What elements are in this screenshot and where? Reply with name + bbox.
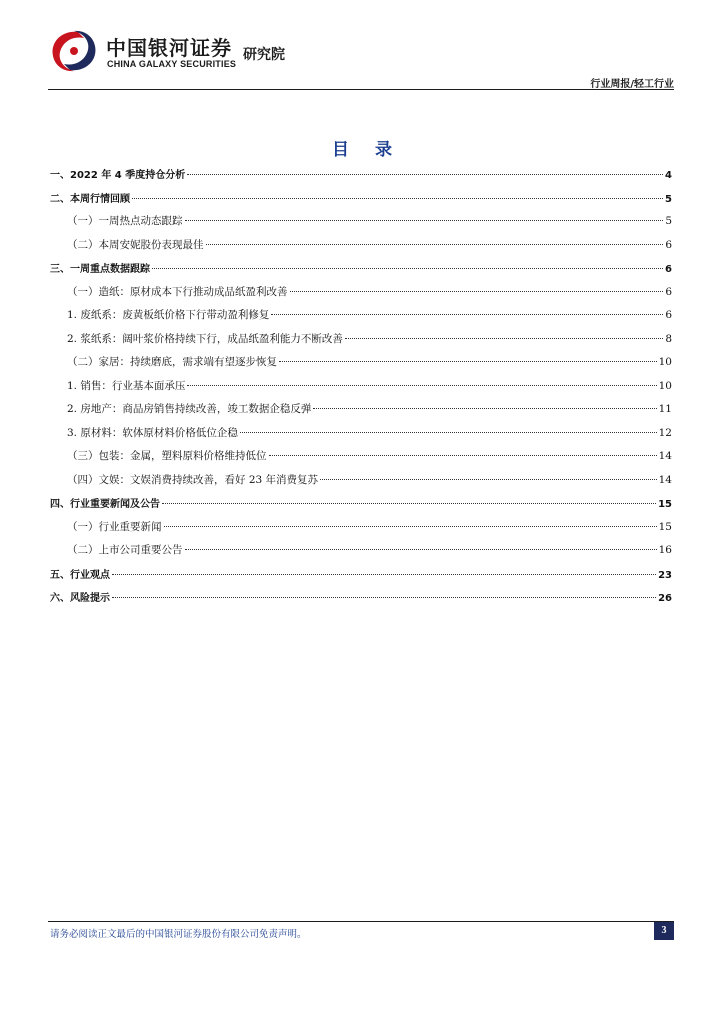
toc-entry-label: 二、本周行情回顾 <box>50 193 130 205</box>
toc-entry[interactable] <box>50 472 672 496</box>
toc-entry-page: 11 <box>658 403 672 415</box>
toc-dot-leader <box>187 385 656 386</box>
toc-entry[interactable] <box>50 495 672 519</box>
table-of-contents <box>50 166 672 613</box>
toc-entry[interactable] <box>50 519 672 543</box>
toc-entry-label: 五、行业观点 <box>50 569 110 581</box>
toc-entry-label: 三、一周重点数据跟踪 <box>50 264 150 275</box>
toc-entry-label: 四、行业重要新闻及公告 <box>50 499 160 510</box>
toc-entry[interactable] <box>50 448 672 472</box>
toc-entry[interactable] <box>50 331 672 355</box>
page-header <box>48 28 674 90</box>
toc-dot-leader <box>271 314 663 315</box>
toc-entry-page: 10 <box>658 356 672 368</box>
toc-entry[interactable] <box>50 589 672 613</box>
toc-dot-leader <box>187 174 663 175</box>
footer-divider <box>48 921 674 922</box>
toc-entry[interactable] <box>50 401 672 425</box>
toc-entry-label: 一、2022 年 4 季度持仓分析 <box>50 170 186 181</box>
toc-entry-page: 10 <box>658 379 672 392</box>
toc-entry[interactable] <box>50 307 672 331</box>
toc-dot-leader <box>185 220 664 221</box>
toc-entry-page: 6 <box>665 238 672 251</box>
toc-dot-leader <box>112 574 656 575</box>
toc-entry[interactable] <box>50 166 672 190</box>
toc-entry-page: 5 <box>665 215 672 227</box>
toc-dot-leader <box>240 432 657 433</box>
toc-entry-page: 5 <box>665 193 672 205</box>
company-name-en: CHINA GALAXY SECURITIES <box>107 59 237 69</box>
toc-entry-page: 16 <box>658 544 672 556</box>
toc-dot-leader <box>320 479 657 480</box>
toc-entry-page: 6 <box>665 285 672 298</box>
toc-entry[interactable] <box>50 566 672 590</box>
toc-entry[interactable] <box>50 542 672 566</box>
toc-dot-leader <box>206 244 664 245</box>
toc-entry-label: （四）文娱：文娱消费持续改善，看好 23 年消费复苏 <box>67 473 319 486</box>
toc-entry-page: 23 <box>658 569 672 581</box>
header-divider <box>48 89 674 90</box>
toc-entry-label: 六、风险提示 <box>50 593 110 604</box>
toc-entry-label: （一）造纸：原材成本下行推动成品纸盈利改善 <box>67 285 288 298</box>
toc-entry-label: （一）行业重要新闻 <box>67 520 162 533</box>
toc-entry-label: （一）一周热点动态跟踪 <box>67 215 183 227</box>
toc-entry-label: 2. 房地产：商品房销售持续改善，竣工数据企稳反弹 <box>67 403 312 415</box>
toc-entry-page: 6 <box>665 264 672 275</box>
toc-entry-label: （二）家居：持续磨底，需求端有望逐步恢复 <box>67 356 277 368</box>
toc-entry-label: （三）包装：金属，塑料原料价格维持低位 <box>67 450 267 462</box>
toc-entry[interactable] <box>50 425 672 449</box>
toc-title: 目 录 <box>332 140 402 160</box>
toc-entry-label: 2. 浆纸系：阔叶浆价格持续下行，成品纸盈利能力不断改善 <box>67 332 343 345</box>
toc-entry-label: 1. 废纸系：废黄板纸价格下行带动盈利修复 <box>67 309 270 321</box>
toc-dot-leader <box>345 338 663 339</box>
toc-entry-page: 15 <box>658 499 672 510</box>
toc-dot-leader <box>313 408 656 409</box>
toc-entry[interactable] <box>50 284 672 308</box>
toc-entry[interactable] <box>50 378 672 402</box>
toc-entry-label: 1. 销售：行业基本面承压 <box>67 379 186 392</box>
toc-dot-leader <box>185 549 657 550</box>
report-type: 行业周报/轻工行业 <box>590 79 674 90</box>
footer-disclaimer: 请务必阅读正文最后的中国银河证券股份有限公司免责声明。 <box>50 929 307 940</box>
toc-dot-leader <box>269 455 657 456</box>
toc-dot-leader <box>112 597 656 598</box>
institute-label: 研究院 <box>243 47 285 63</box>
toc-entry-page: 14 <box>658 473 672 486</box>
toc-entry-page: 8 <box>665 332 672 345</box>
toc-entry-label: （二）上市公司重要公告 <box>67 544 183 556</box>
galaxy-logo-icon <box>48 28 100 74</box>
company-name-cn: 中国银河证券 <box>106 36 232 60</box>
toc-dot-leader <box>162 503 656 504</box>
toc-entry-label: 3. 原材料：软体原材料价格低位企稳 <box>67 426 238 439</box>
toc-entry[interactable] <box>50 237 672 261</box>
toc-entry[interactable] <box>50 354 672 378</box>
toc-entry-label: （二）本周安妮股份表现最佳 <box>67 238 204 251</box>
toc-entry-page: 26 <box>658 593 672 604</box>
toc-entry-page: 12 <box>658 426 672 439</box>
toc-entry-page: 4 <box>665 170 672 181</box>
toc-dot-leader <box>152 268 663 269</box>
toc-dot-leader <box>164 526 657 527</box>
toc-entry-page: 15 <box>658 520 672 533</box>
toc-entry-page: 14 <box>658 450 672 462</box>
toc-entry-page: 6 <box>665 309 672 321</box>
toc-entry[interactable] <box>50 213 672 237</box>
toc-entry[interactable] <box>50 260 672 284</box>
page-number: 3 <box>654 922 674 940</box>
toc-entry[interactable] <box>50 190 672 214</box>
toc-dot-leader <box>132 198 663 199</box>
toc-dot-leader <box>279 361 657 362</box>
toc-dot-leader <box>290 291 664 292</box>
